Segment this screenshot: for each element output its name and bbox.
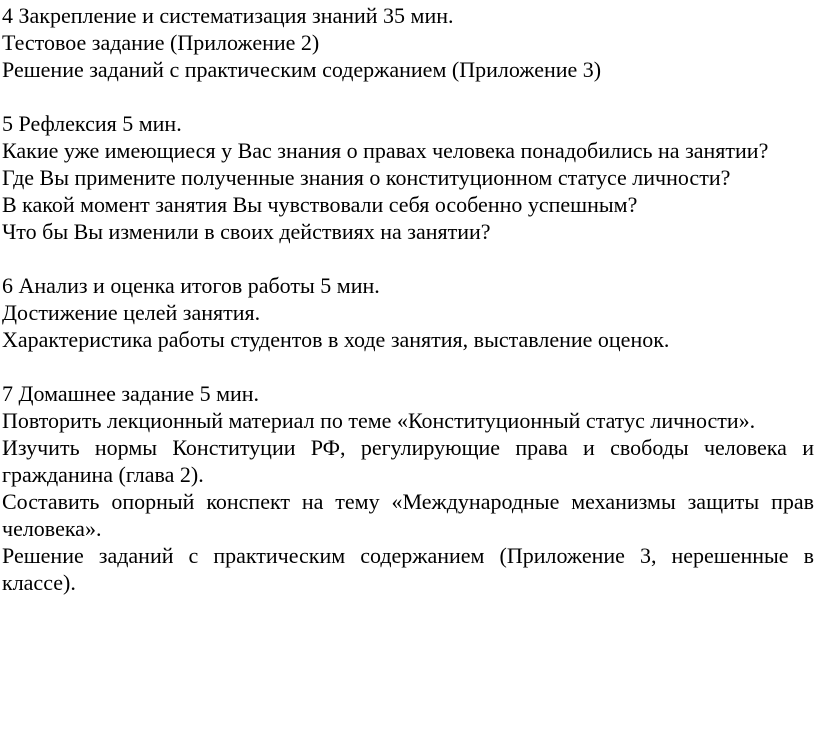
document-page xyxy=(2,2,814,623)
paragraph: Решение заданий с практическим содержанием (Приложение 3, нерешенные в классе). xyxy=(2,543,814,595)
paragraph: Изучить нормы Конституции РФ, регулирующие права и свободы человека и гражданина (глава 2). xyxy=(2,435,814,487)
paragraph: Характеристика работы студентов в ходе занятия, выставление оценок. xyxy=(2,327,670,352)
paragraph: Что бы Вы изменили в своих действиях на занятии? xyxy=(2,219,491,244)
section-heading: 4 Закрепление и систематизация знаний 35 мин. xyxy=(2,3,454,28)
paragraph: Тестовое задание (Приложение 2) xyxy=(2,30,320,55)
paragraph: Составить опорный конспект на тему «Международные механизмы защиты прав человека». xyxy=(2,489,814,541)
section-consolidation xyxy=(2,2,814,83)
paragraph: В какой момент занятия Вы чувствовали себя особенно успешным? xyxy=(2,192,638,217)
paragraph: Где Вы примените полученные знания о конституционном статусе личности? xyxy=(2,165,731,190)
section-reflection xyxy=(2,110,814,245)
paragraph: Достижение целей занятия. xyxy=(2,300,261,325)
section-homework xyxy=(2,380,814,596)
section-heading: 5 Рефлексия 5 мин. xyxy=(2,111,182,136)
section-analysis xyxy=(2,272,814,353)
section-heading: 7 Домашнее задание 5 мин. xyxy=(2,381,260,406)
paragraph: Решение заданий с практическим содержанием (Приложение 3) xyxy=(2,57,602,82)
paragraph: Какие уже имеющиеся у Вас знания о правах человека понадобились на занятии? xyxy=(2,138,769,163)
section-heading: 6 Анализ и оценка итогов работы 5 мин. xyxy=(2,273,380,298)
paragraph: Повторить лекционный материал по теме «Конституционный статус личности». xyxy=(2,408,756,433)
